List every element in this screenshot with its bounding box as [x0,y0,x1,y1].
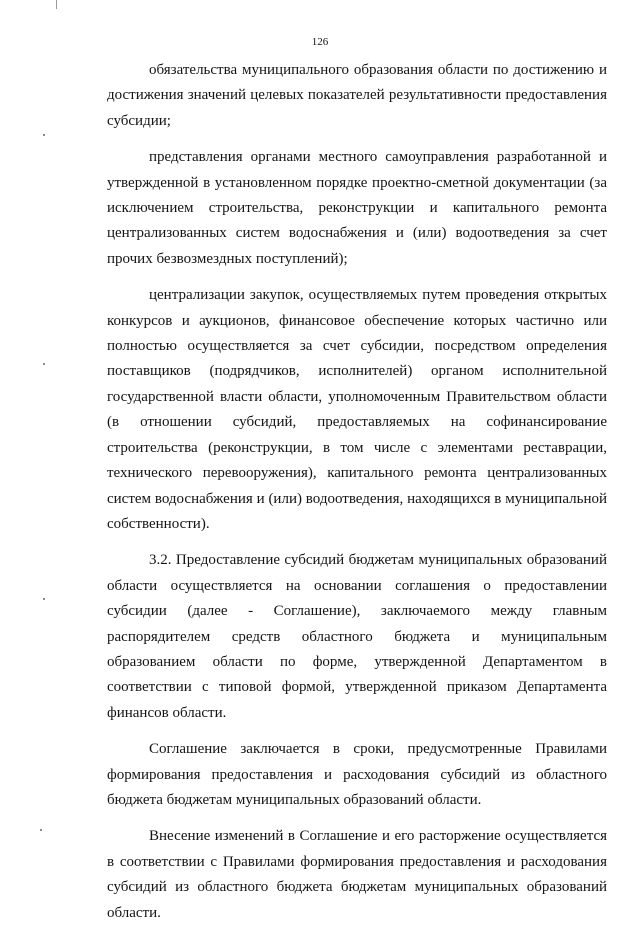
scan-margin-mark [43,598,45,600]
paragraph-procurement-centralization: централизации закупок, осуществляемых путем проведения открытых конкурсов и аукционов, финансовое обеспечение которых частично или полностью осуществляется за счет субсидии, посредством определения поставщиков (подрядчиков, исполнителей) органом исполнительной государственной власти области, уполномоченным Правительством области (в отношении субсидий, предоставляемых на софинансирование строительства (реконструкции, в том числе с элементами реставрации, технического перевооружения), капитального ремонта централизованных систем водоснабжения и (или) водоотведения, находящихся в муниципальной собственности). [107,287,607,532]
scan-margin-mark [43,134,45,136]
scan-margin-mark [43,363,45,365]
paragraph-agreement-changes: Внесение изменений в Соглашение и его расторжение осуществляется в соответствии с Правилами формирования предоставления и расходования субсидий из областного бюджета бюджетам муниципальных образований области. [107,828,607,921]
scan-margin-mark [40,829,42,831]
page-number: 126 [311,36,329,48]
paragraph-section-3-2: 3.2. Предоставление субсидий бюджетам муниципальных образований области осуществляется на основании соглашения о предоставлении субсидии (далее - Соглашение), заключаемого между главным распорядителем средств областного бюджета и муниципальным образованием области по форме, утвержденной Департаментом в соответствии с типовой формой, утвержденной приказом Департамента финансов области. [107,552,607,721]
document-body [107,58,607,926]
scan-edge-line [56,0,57,9]
paragraph-agreement-terms: Соглашение заключается в сроки, предусмотренные Правилами формирования предоставления и расходования субсидий из областного бюджета бюджетам муниципальных образований области. [107,741,607,808]
paragraph-design-documentation: представления органами местного самоуправления разработанной и утвержденной в установленном порядке проектно-сметной документации (за исключением строительства, реконструкции и капитального ремонта централизованных систем водоснабжения и (или) водоотведения за счет прочих безвозмездных поступлений); [107,149,607,267]
paragraph-obligations: обязательства муниципального образования области по достижению и достижения значений целевых показателей результативности предоставления субсидии; [107,62,607,129]
